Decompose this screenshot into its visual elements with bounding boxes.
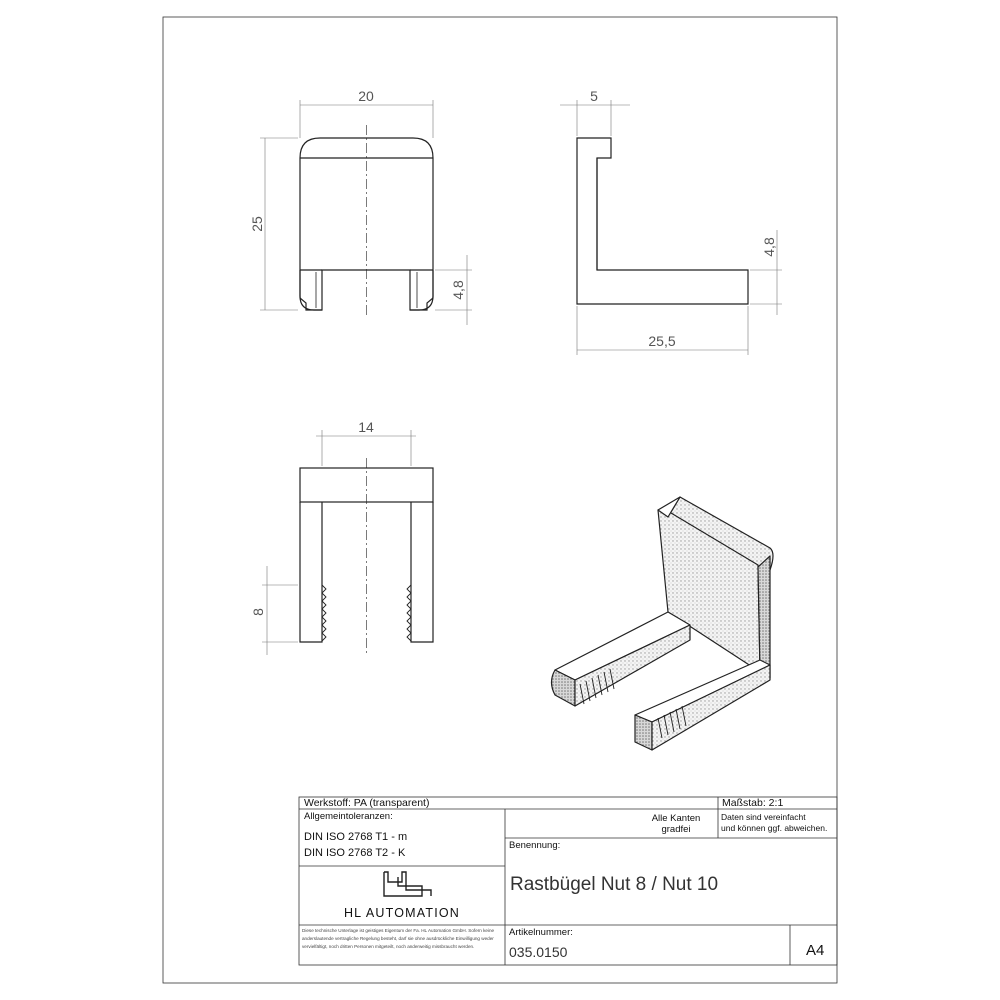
edges-line1: Alle Kanten: [651, 813, 701, 824]
hl-automation-logo: [384, 872, 431, 896]
tolerance-1: DIN ISO 2768 T1 - m: [304, 831, 408, 843]
disclaimer-text: Diese technische Unterlage ist geistiges Eigentum der Fa. HL Automation GmbH. Sofern keine anderslautende vertragliche Regelung besteht, darf sie ohne ausdrückliche Einwilligung weder vervielfältigt, noch dritten Personen mitgeteilt, noch anderweitig missbraucht werden.: [302, 928, 495, 949]
dim-side-length: 25,5: [648, 333, 676, 349]
material-label: Werkstoff: PA (transparent): [304, 797, 430, 809]
scale-label: Maßstab: 2:1: [722, 797, 784, 809]
edges-line2: gradfei: [661, 824, 691, 835]
part-name: Rastbügel Nut 8 / Nut 10: [510, 874, 719, 895]
bottom-view: [300, 458, 433, 655]
dim-front-leg: 4,8: [450, 280, 466, 300]
name-label: Benennung:: [509, 840, 561, 851]
company-name: HL AUTOMATION: [343, 906, 461, 920]
dim-front-width: 20: [358, 88, 374, 104]
front-dimensions: [260, 100, 472, 325]
isometric-view: [552, 497, 774, 750]
dim-side-thickness: 5: [590, 88, 598, 104]
front-view: [300, 125, 433, 318]
article-number: 035.0150: [509, 944, 568, 960]
article-label: Artikelnummer:: [509, 927, 573, 938]
note-line1: Daten sind vereinfacht: [721, 812, 806, 822]
tolerances-label: Allgemeintoleranzen:: [304, 811, 393, 822]
dim-front-height: 25: [249, 216, 265, 232]
dim-thread-length: 8: [250, 608, 266, 616]
dim-bottom-width: 14: [358, 419, 374, 435]
sheet-format: A4: [806, 942, 825, 959]
dim-side-leg: 4,8: [761, 237, 777, 257]
tolerance-2: DIN ISO 2768 T2 - K: [304, 847, 406, 859]
bottom-dimensions: [262, 430, 416, 655]
side-view: [577, 138, 748, 304]
note-line2: und können ggf. abweichen.: [721, 823, 828, 833]
